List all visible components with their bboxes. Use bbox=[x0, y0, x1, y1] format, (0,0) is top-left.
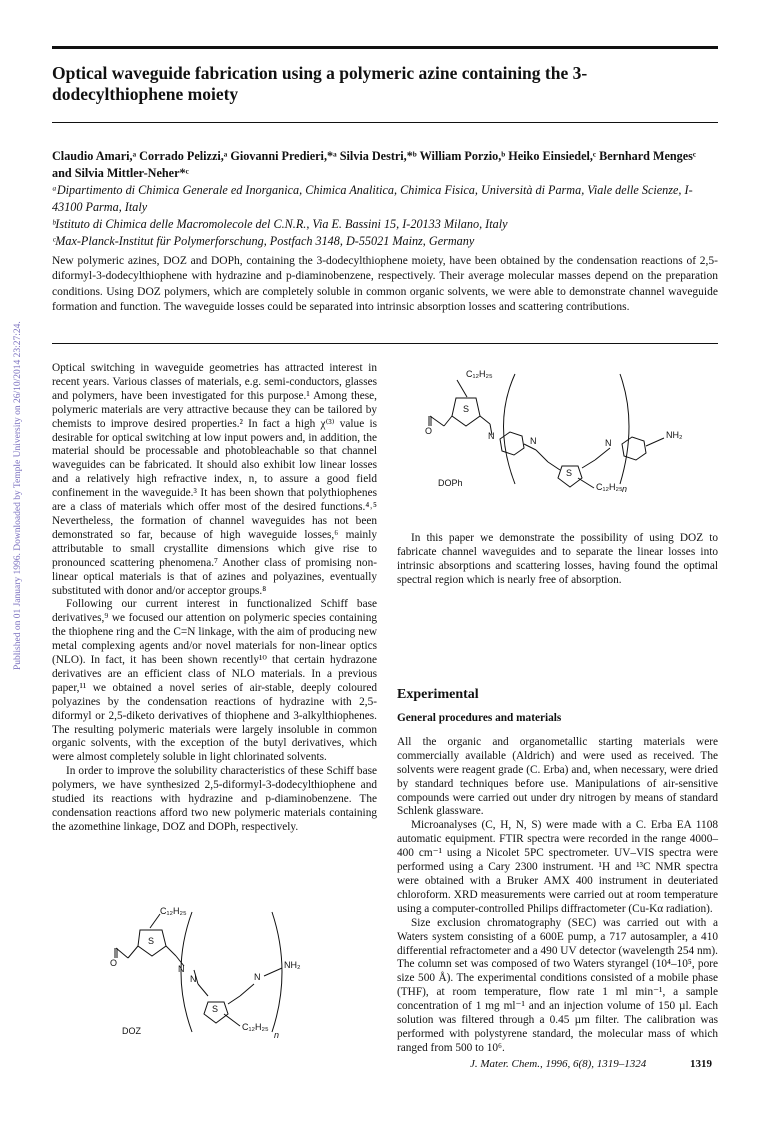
doph-sulfur: S bbox=[463, 404, 470, 414]
abstract: New polymeric azines, DOZ and DOPh, containing the 3-dodecylthiophene moiety, have been obtained by the condensation reactions of 2,5-diformyl-3-dodecylthiophene with hydrazine and p-diaminobenzene, respectively. Their average molecular masses depend on the preparation conditions. Using DOZ polymers, which are completely soluble in common organic solvents, we were able to demonstrate channel waveguide formation and function. The waveguide losses could be separated into intrinsic absorption losses and scattering contributions. bbox=[52, 255, 718, 314]
doph-nitrogen-3: N bbox=[605, 438, 612, 448]
affiliation-a: ᵃDipartimento di Chimica Generale ed Inorganica, Chimica Analitica, Chimica Fisica, Università di Parma, Viale delle Scienze, I-43100 Parma, Italy bbox=[52, 183, 693, 214]
download-note: Published on 01 January 1996. Downloaded by Temple University on 26/10/2014 23:27:24. bbox=[13, 321, 23, 670]
doz-end-group: NH₂ bbox=[284, 960, 301, 970]
title-rule bbox=[52, 122, 718, 123]
doph-alkyl-bottom: C₁₂H₂₅ bbox=[596, 482, 623, 492]
download-watermark bbox=[2, 290, 23, 670]
experimental-paragraph-3: Size exclusion chromatography (SEC) was carried out with a Waters system consisting of a 600E pump, a 717 autosampler, a 410 differential refractometer and a 490 UV detector (wavelength 254 nm). The column set was composed of two Waters styrangel (10⁴–10⁵, pore size 500 Å). The experimental conditions consisted of a mobile phase (THF), at room temperature, flow rate 1 ml min⁻¹, a sample concentration of 1 mg ml⁻¹ and an injection volume of 150 µl. Each solution was filtered through a 0.45 µm filter. The calibration was performed with polystyrene standard, the molecular mass of which ranged from 500 to 10⁶. bbox=[397, 916, 718, 1054]
experimental-paragraph-1: All the organic and organometallic starting materials were commercially available (Aldrich) and were used as received. The solvents were reagent grade (C. Erba) and, when necessary, were dried by standard techniques before use. Manipulations of air-sensitive compounds were carried out under dry nitrogen by means of standard Schlenk glassware. bbox=[397, 735, 718, 818]
doz-sulfur-2: S bbox=[212, 1004, 219, 1014]
doz-nitrogen-1: N bbox=[178, 964, 185, 974]
intro-paragraph-4: In this paper we demonstrate the possibility of using DOZ to fabricate channel waveguides and to separate the linear losses into intrinsic absorptions and scattering losses, having found the optimal spectral region which is nearly free of absorption. bbox=[397, 532, 718, 586]
top-rule bbox=[52, 46, 718, 49]
doph-sulfur-2: S bbox=[566, 468, 573, 478]
doph-end-group: NH₂ bbox=[666, 430, 683, 440]
paper-title: Optical waveguide fabrication using a polymeric azine containing the 3-dodecylthiophene moiety bbox=[52, 63, 588, 104]
doph-label: DOPh bbox=[438, 478, 463, 488]
doph-nitrogen-2: N bbox=[530, 436, 537, 446]
experimental-section bbox=[397, 686, 718, 1056]
journal-reference: J. Mater. Chem., 1996, 6(8), 1319–1324 bbox=[470, 1058, 647, 1070]
doz-nitrogen-2: N bbox=[190, 974, 197, 984]
experimental-paragraph-2: Microanalyses (C, H, N, S) were made with a C. Erba EA 1108 automatic equipment. FTIR spectra were recorded in the range 4000–400 cm⁻¹ using a Nicolet 5PC spectrometer. UV–VIS spectra were performed using a Cary 2300 instrument. ¹H and ¹³C NMR spectra were obtained with a Bruker AMX 400 instrument in deuteriated chloroform. XRD measurements were carried out at room temperature using a computer-controlled Philips diffractometer (Cu-Kα radiation). bbox=[397, 819, 718, 915]
abstract-rule bbox=[52, 343, 718, 344]
doz-nitrogen-3: N bbox=[254, 972, 261, 982]
page-number: 1319 bbox=[690, 1058, 712, 1070]
affiliations bbox=[52, 182, 718, 250]
doz-structure bbox=[106, 900, 346, 1045]
experimental-heading: Experimental bbox=[397, 687, 479, 702]
doz-alkyl-top: C₁₂H₂₅ bbox=[160, 906, 187, 916]
doz-oxygen: O bbox=[110, 958, 118, 968]
doz-alkyl-bottom: C₁₂H₂₅ bbox=[242, 1022, 269, 1032]
affiliation-c: ᶜMax-Planck-Institut für Polymerforschung, Postfach 3148, D-55021 Mainz, Germany bbox=[52, 234, 475, 248]
doz-sulfur: S bbox=[148, 936, 155, 946]
right-intro-text bbox=[397, 532, 718, 588]
doph-repeat: n bbox=[622, 484, 628, 494]
doph-nitrogen-1: N bbox=[488, 431, 495, 441]
left-column-text bbox=[52, 362, 377, 835]
doph-alkyl-top: C₁₂H₂₅ bbox=[466, 369, 493, 379]
doph-structure bbox=[400, 364, 720, 494]
doz-repeat: n bbox=[274, 1030, 280, 1040]
intro-paragraph-2: Following our current interest in functionalized Schiff base derivatives,⁹ we focused our attention on polymeric species containing the thiophene ring and the C=N linkage, with the aim of producing new metal complexing agents and/or novel materials for non-linear optics (NLO). In fact, it has been shown recently¹⁰ that certain hydrazone derivatives are an efficient class of NLO materials. In a previous paper,¹¹ we obtained a novel series of air-stable, deeply coloured polyazines by the condensation reactions of hydrazine with 2,5-diformyl or 2,5-diketo derivatives of thiophene and 3-alkylthiophenes. The resulting polymeric materials were largely insoluble in common organic solvents, with the exception of the butyl derivatives, which were almost completely soluble in light chlorinated solvents. bbox=[52, 598, 377, 764]
author-list: Claudio Amari,ᵃ Corrado Pelizzi,ᵃ Giovanni Predieri,*ᵃ Silvia Destri,*ᵇ William Porzio,ᵇ Heiko Einsiedel,ᶜ Bernhard Mengesᶜ and Silvia Mittler-Neher*ᶜ bbox=[52, 149, 697, 180]
intro-paragraph-1: Optical switching in waveguide geometries has attracted interest in recent years. Various classes of materials, e.g. semi-conductors, glasses and polymers, have been investigated for this purpose.¹ Among these, polymeric materials are very attractive because they can be tailored by chemists to improve desired properties.² In fact a high χ⁽³⁾ value is desirable for optical switching at low input powers and, in addition, the material should be processable and photobleachable so that channel waveguides can be fabricated. It should also exhibit low linear losses and a relatively high refractive index, n, to assure a good field confinement in the waveguide.³ It has been shown that polythiophenes are a class of materials which offer most of the desired functions.⁴˒⁵ Nevertheless, the formation of channel waveguides has not been demonstrated so far, because of high waveguide losses,⁶ mainly attributable to small crystallite dimensions which give rise to pronounced scattering phenomena.⁷ Another class of promising non-linear optical materials is that of azines and polyazines, eventually substituted with donor and/or acceptor groups.⁸ bbox=[52, 362, 377, 597]
doph-oxygen: O bbox=[425, 426, 433, 436]
procedures-subheading: General procedures and materials bbox=[397, 712, 562, 724]
intro-paragraph-3: In order to improve the solubility characteristics of these Schiff base polymers, we have synthesized 2,5-diformyl-3-dodecylthiophene and studied its reactions with hydrazine and p-diaminobenzene. The condensation reactions afford two new polymeric materials containing the azomethine linkage, DOZ and DOPh, respectively. bbox=[52, 765, 377, 833]
doz-label: DOZ bbox=[122, 1026, 141, 1036]
affiliation-b: ᵇIstituto di Chimica delle Macromolecole del C.N.R., Via E. Bassini 15, I-20133 Milano, Italy bbox=[52, 217, 508, 231]
